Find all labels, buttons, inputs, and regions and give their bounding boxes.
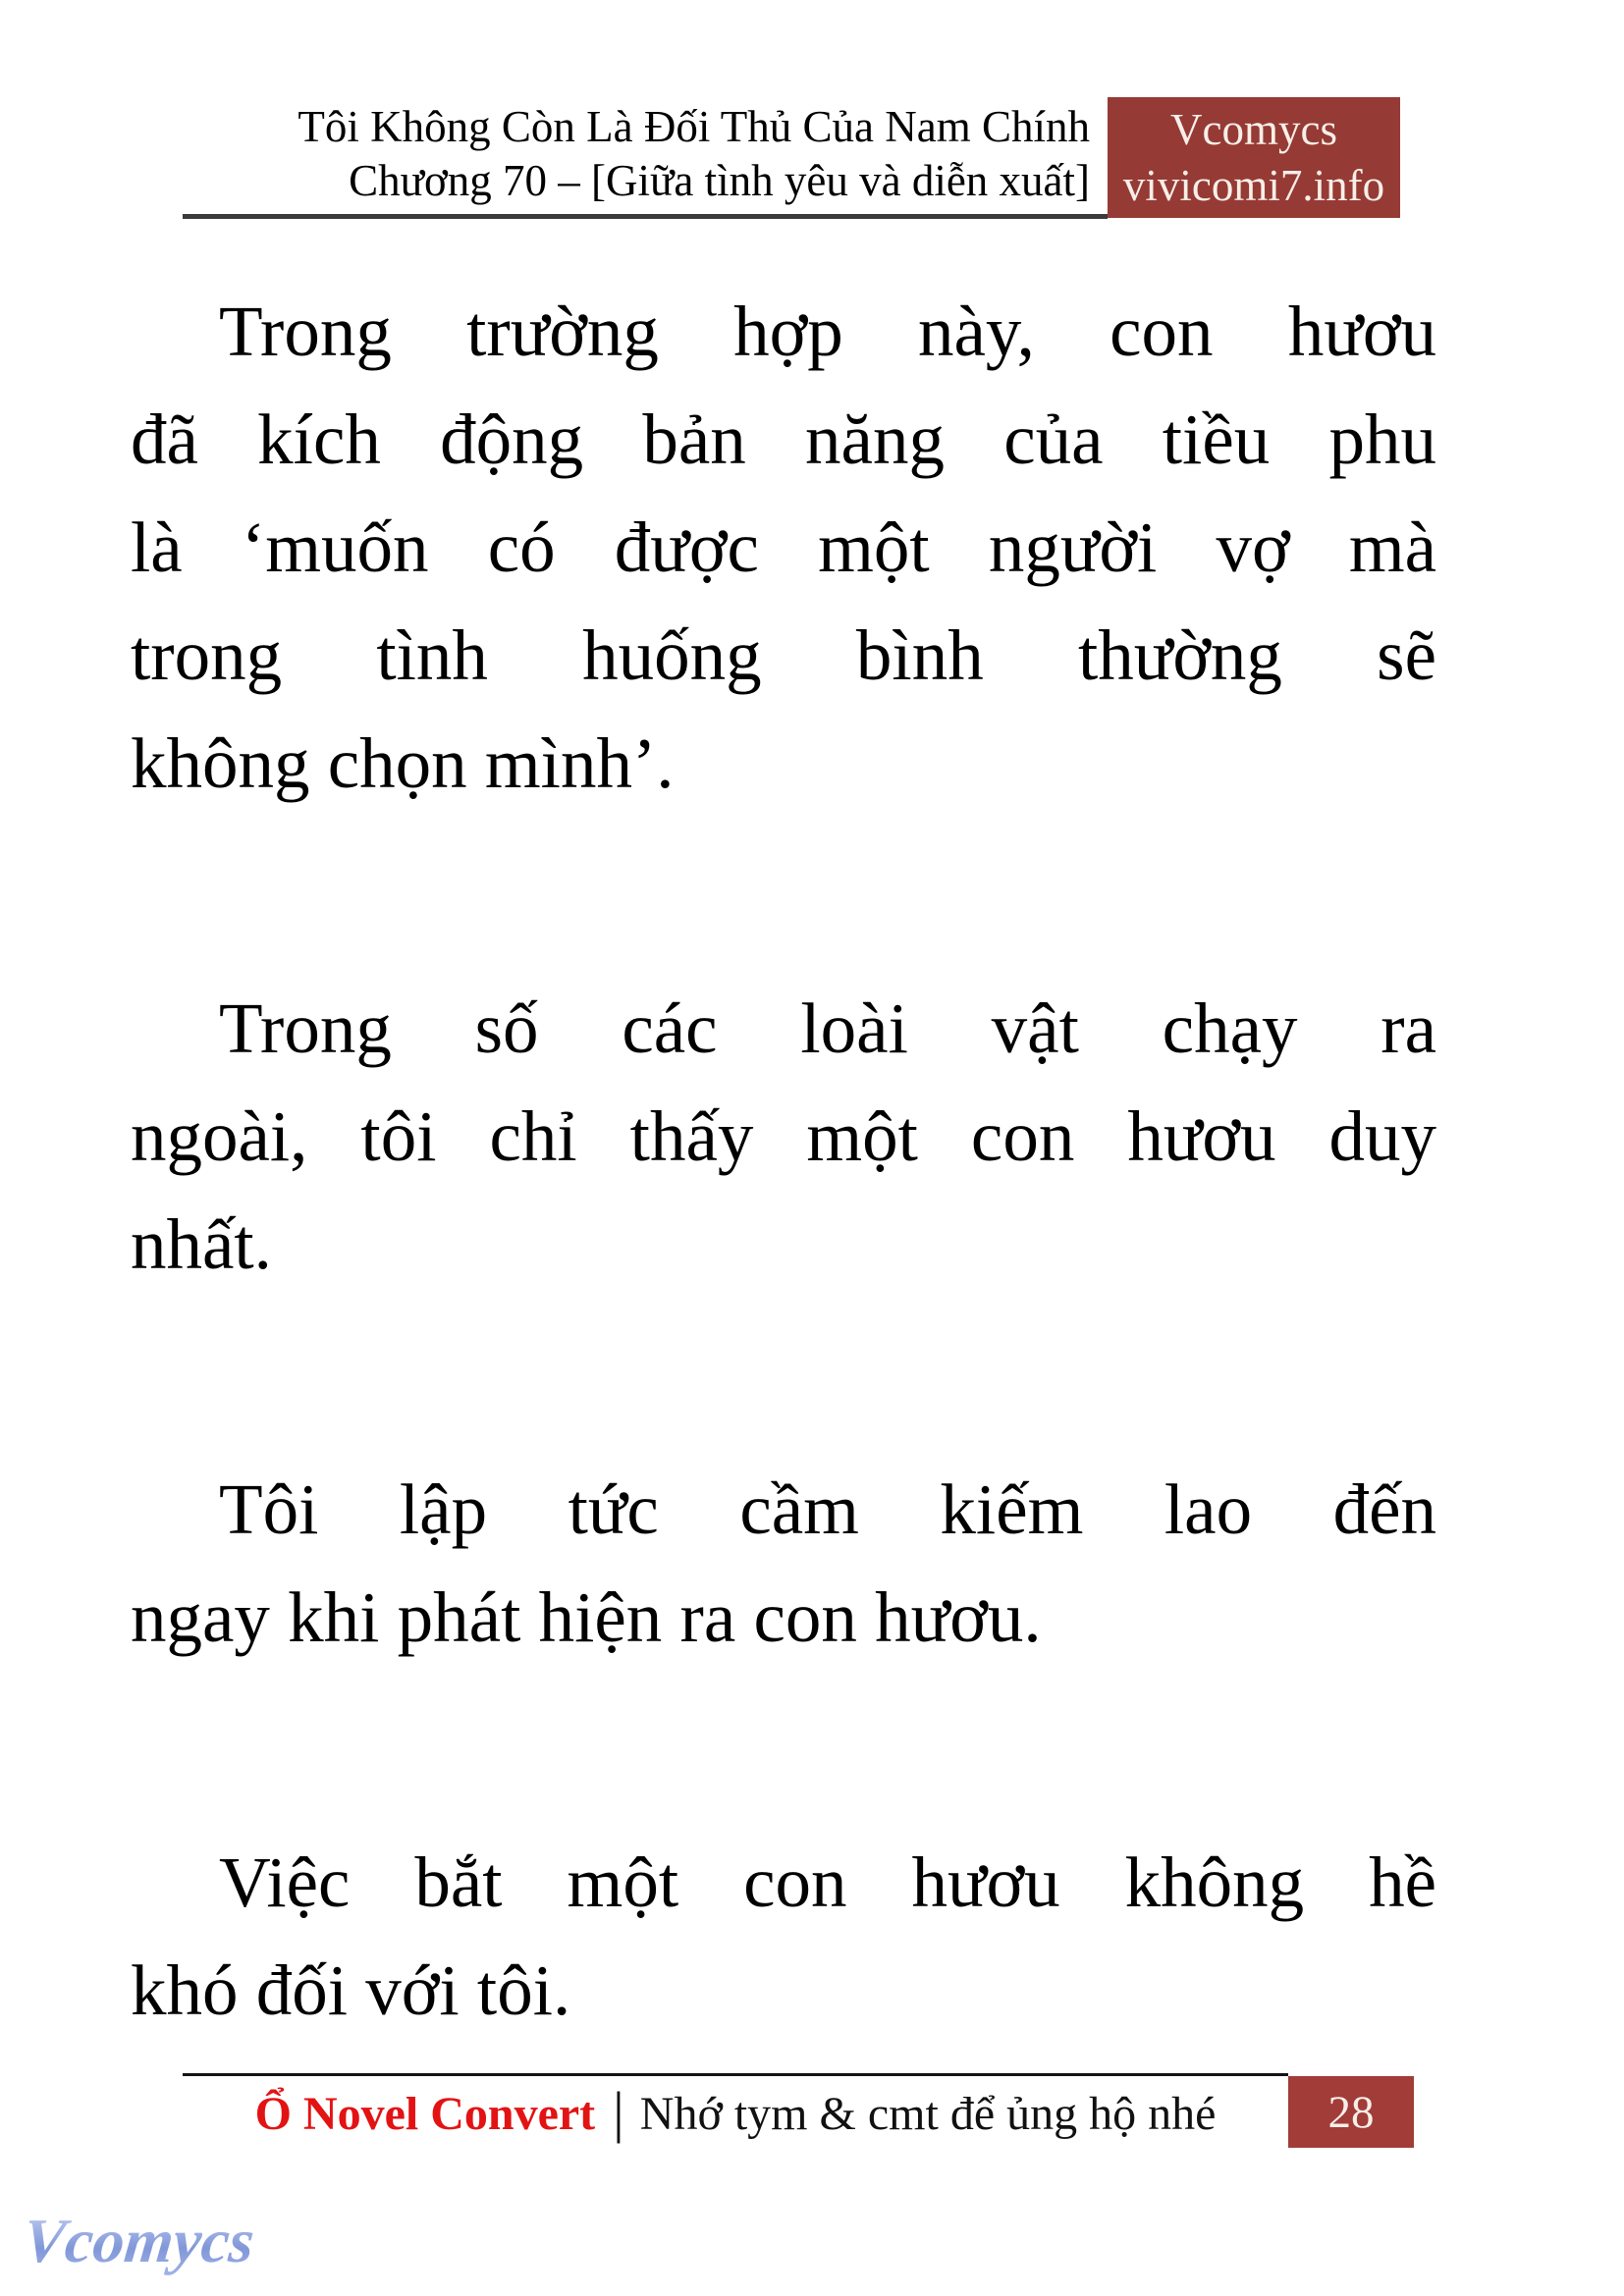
paragraph-4	[131, 1829, 1436, 2045]
translator-credit: Ổ Novel Convert	[254, 2087, 596, 2140]
text-line: nhất.	[131, 1204, 272, 1284]
text-line: Việc bắt một con hươu không hề	[219, 1842, 1436, 1922]
page-header	[183, 100, 1090, 208]
text-line: ngoài, tôi chỉ thấy một con hươu duy	[131, 1096, 1436, 1176]
text-line: đã kích động bản năng của tiều phu	[131, 400, 1436, 479]
publisher-name: Vcomycs	[1170, 104, 1337, 154]
page-number: 28	[1327, 2086, 1375, 2138]
text-line: là ‘muốn có được một người vợ mà	[131, 507, 1436, 587]
publisher-badge	[1108, 97, 1400, 218]
page-number-badge	[1288, 2076, 1414, 2148]
chapter-title: Chương 70 – [Giữa tình yêu và diễn xuất]	[349, 156, 1090, 205]
publisher-url: vivicomi7.info	[1122, 160, 1385, 210]
text-line: Trong số các loài vật chạy ra	[219, 988, 1436, 1068]
body-text	[131, 278, 1436, 2045]
text-line: không chọn mình’.	[131, 723, 675, 803]
text-line: trong tình huống bình thường sẽ	[131, 615, 1436, 695]
text-line: Trong trường hợp này, con hươu	[219, 292, 1436, 371]
text-line: khó đối với tôi.	[131, 1950, 571, 2030]
text-line: ngay khi phát hiện ra con hươu.	[131, 1577, 1042, 1657]
footer-divider	[183, 2073, 1288, 2076]
footer-separator: |	[613, 2079, 624, 2144]
paragraph-3	[131, 1456, 1436, 1672]
footer-credit-bar	[183, 2079, 1288, 2148]
book-title: Tôi Không Còn Là Đối Thủ Của Nam Chính	[298, 102, 1090, 151]
paragraph-1	[131, 278, 1436, 818]
support-note: Nhớ tym & cmt để ủng hộ nhé	[639, 2087, 1217, 2140]
vcomycs-watermark-logo: Vcomycs	[20, 2206, 258, 2275]
paragraph-2	[131, 975, 1436, 1299]
text-line: Tôi lập tức cầm kiếm lao đến	[219, 1469, 1436, 1549]
header-divider	[183, 214, 1108, 219]
